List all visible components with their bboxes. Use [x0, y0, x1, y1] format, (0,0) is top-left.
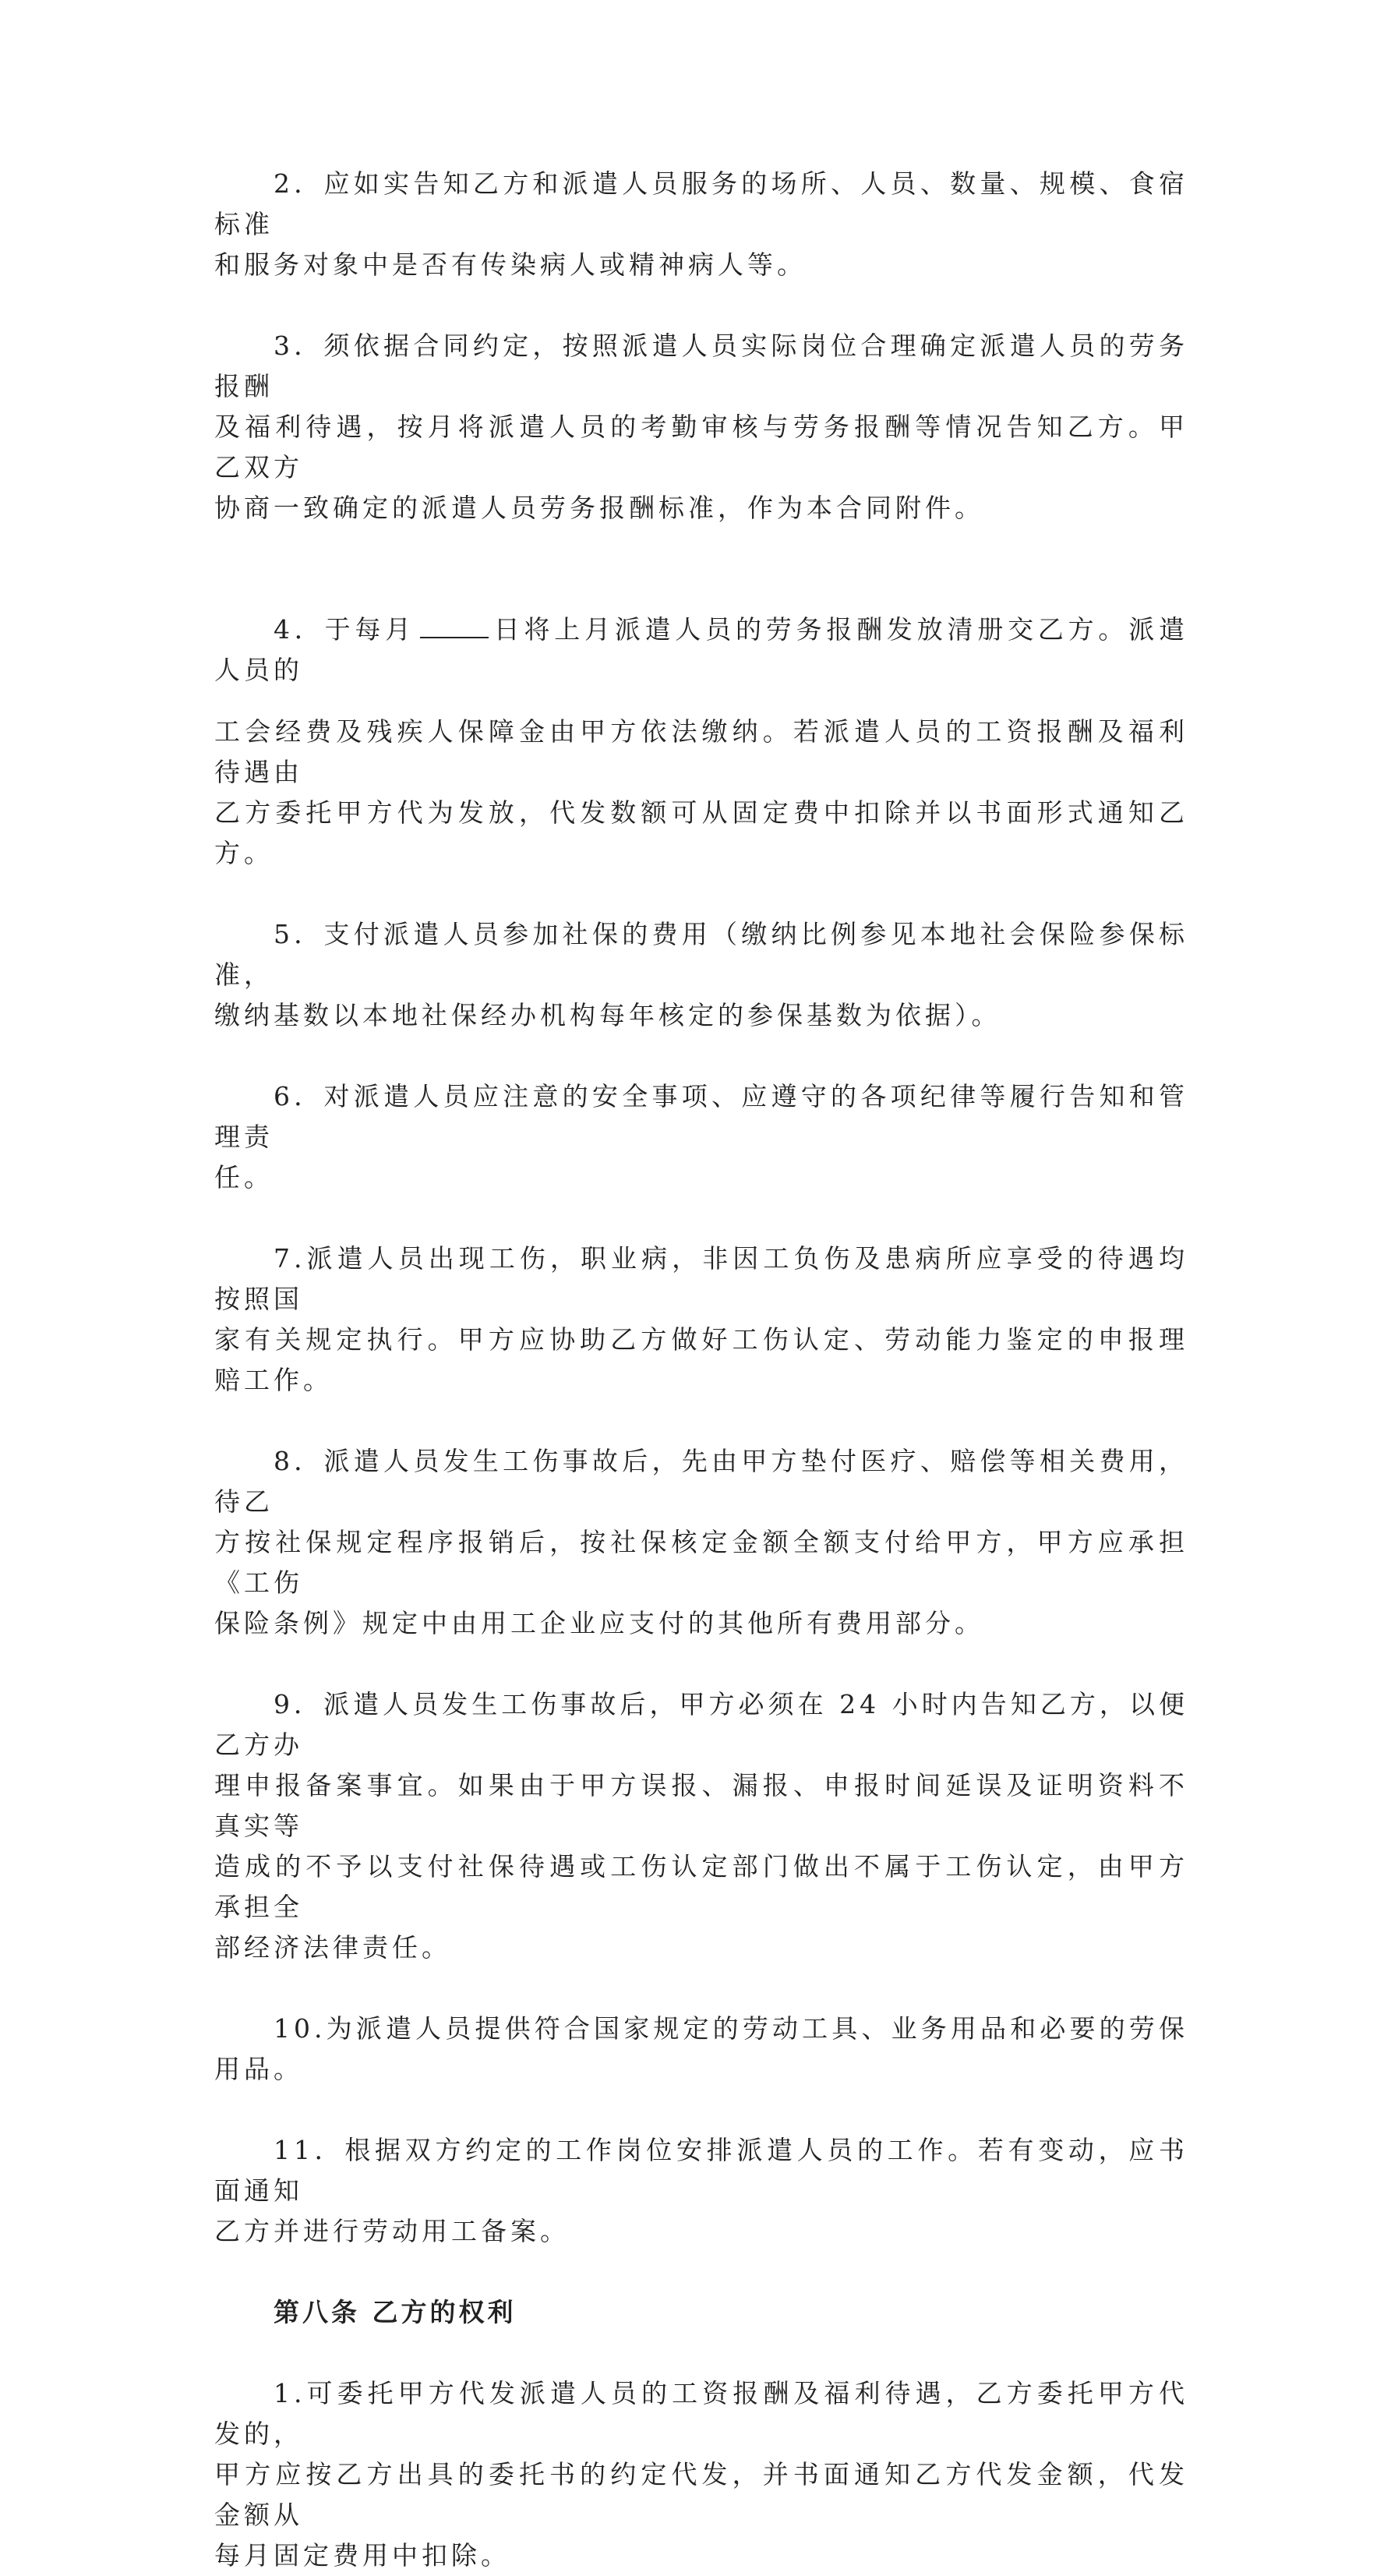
clause-3-line-3: 协商一致确定的派遣人员劳务报酬标准，作为本合同附件。 [214, 493, 984, 523]
clause-10 [214, 2009, 1188, 2090]
clause-5-line-2: 缴纳基数以本地社保经办机构每年核定的参保基数为依据）。 [214, 1000, 1001, 1030]
clause-9-line-4: 部经济法律责任。 [214, 1932, 451, 1963]
clause-9-line-1: 9．派遣人员发生工伤事故后，甲方必须在 24 小时内告知乙方，以便乙方办 [214, 1689, 1188, 1760]
clause-8 [214, 1441, 1188, 1644]
document-body [214, 164, 1188, 2576]
clause-9 [214, 1684, 1188, 1968]
clause-4-line-3: 乙方委托甲方代为发放，代发数额可从固定费中扣除并以书面形式通知乙方。 [214, 797, 1188, 868]
clause-9-line-3: 造成的不予以支付社保待遇或工伤认定部门做出不属于工伤认定，由甲方承担全 [214, 1851, 1188, 1922]
clause-2 [214, 164, 1188, 285]
clause-9-line-2: 理申报备案事宜。如果由于甲方误报、漏报、申报时间延误及证明资料不真实等 [214, 1770, 1188, 1841]
clause-4-line-1-pre: 4．于每月 [274, 614, 415, 645]
clause-7-line-2: 家有关规定执行。甲方应协助乙方做好工伤认定、劳动能力鉴定的申报理赔工作。 [214, 1324, 1188, 1395]
clause-5-line-1: 5．支付派遣人员参加社保的费用（缴纳比例参见本地社会保险参保标准， [214, 919, 1188, 990]
clause-8-line-3: 保险条例》规定中由用工企业应支付的其他所有费用部分。 [214, 1608, 984, 1638]
clause-3-line-1: 3．须依据合同约定，按照派遣人员实际岗位合理确定派遣人员的劳务报酬 [214, 330, 1188, 401]
clause-7-line-1: 7.派遣人员出现工伤，职业病，非因工负伤及患病所应享受的待遇均按照国 [214, 1243, 1188, 1314]
clause-2-line-2: 和服务对象中是否有传染病人或精神病人等。 [214, 249, 807, 280]
clause-4 [214, 610, 1188, 874]
clause-2-line-1: 2．应如实告知乙方和派遣人员服务的场所、人员、数量、规模、食宿标准 [214, 168, 1188, 239]
right-1-line-1: 1.可委托甲方代发派遣人员的工资报酬及福利待遇，乙方委托甲方代发的， [214, 2378, 1188, 2449]
clause-6-line-1: 6．对派遣人员应注意的安全事项、应遵守的各项纪律等履行告知和管理责 [214, 1081, 1188, 1152]
clause-4-line-1-post: 日将上月派遣人员的劳务报酬发放清册交乙方。派遣人员的 [214, 614, 1189, 685]
clause-8-line-2: 方按社保规定程序报销后，按社保核定金额全额支付给甲方，甲方应承担《工伤 [214, 1527, 1188, 1598]
clause-7 [214, 1239, 1188, 1401]
clause-3 [214, 326, 1188, 528]
clause-10-line-1: 10.为派遣人员提供符合国家规定的劳动工具、业务用品和必要的劳保用品。 [214, 2013, 1188, 2084]
clause-4-line-2: 工会经费及残疾人保障金由甲方依法缴纳。若派遣人员的工资报酬及福利待遇由 [214, 716, 1188, 787]
day-blank-field[interactable] [420, 613, 489, 638]
article-8-heading: 第八条 乙方的权利 [274, 2297, 517, 2327]
clause-6 [214, 1076, 1188, 1198]
right-1-line-2: 甲方应按乙方出具的委托书的约定代发，并书面通知乙方代发金额，代发金额从 [214, 2459, 1188, 2530]
clause-11-line-1: 11．根据双方约定的工作岗位安排派遣人员的工作。若有变动，应书面通知 [214, 2135, 1188, 2206]
clause-11 [214, 2130, 1188, 2252]
right-1 [214, 2373, 1188, 2576]
clause-3-line-2: 及福利待遇，按月将派遣人员的考勤审核与劳务报酬等情况告知乙方。甲乙双方 [214, 412, 1188, 482]
right-1-line-3: 每月固定费用中扣除。 [214, 2540, 510, 2571]
clause-5 [214, 914, 1188, 1036]
clause-8-line-1: 8．派遣人员发生工伤事故后，先由甲方垫付医疗、赔偿等相关费用，待乙 [214, 1446, 1188, 1517]
clause-4-line-1 [214, 610, 1188, 691]
clause-11-line-2: 乙方并进行劳动用工备案。 [214, 2216, 570, 2246]
clause-6-line-2: 任。 [214, 1162, 274, 1193]
